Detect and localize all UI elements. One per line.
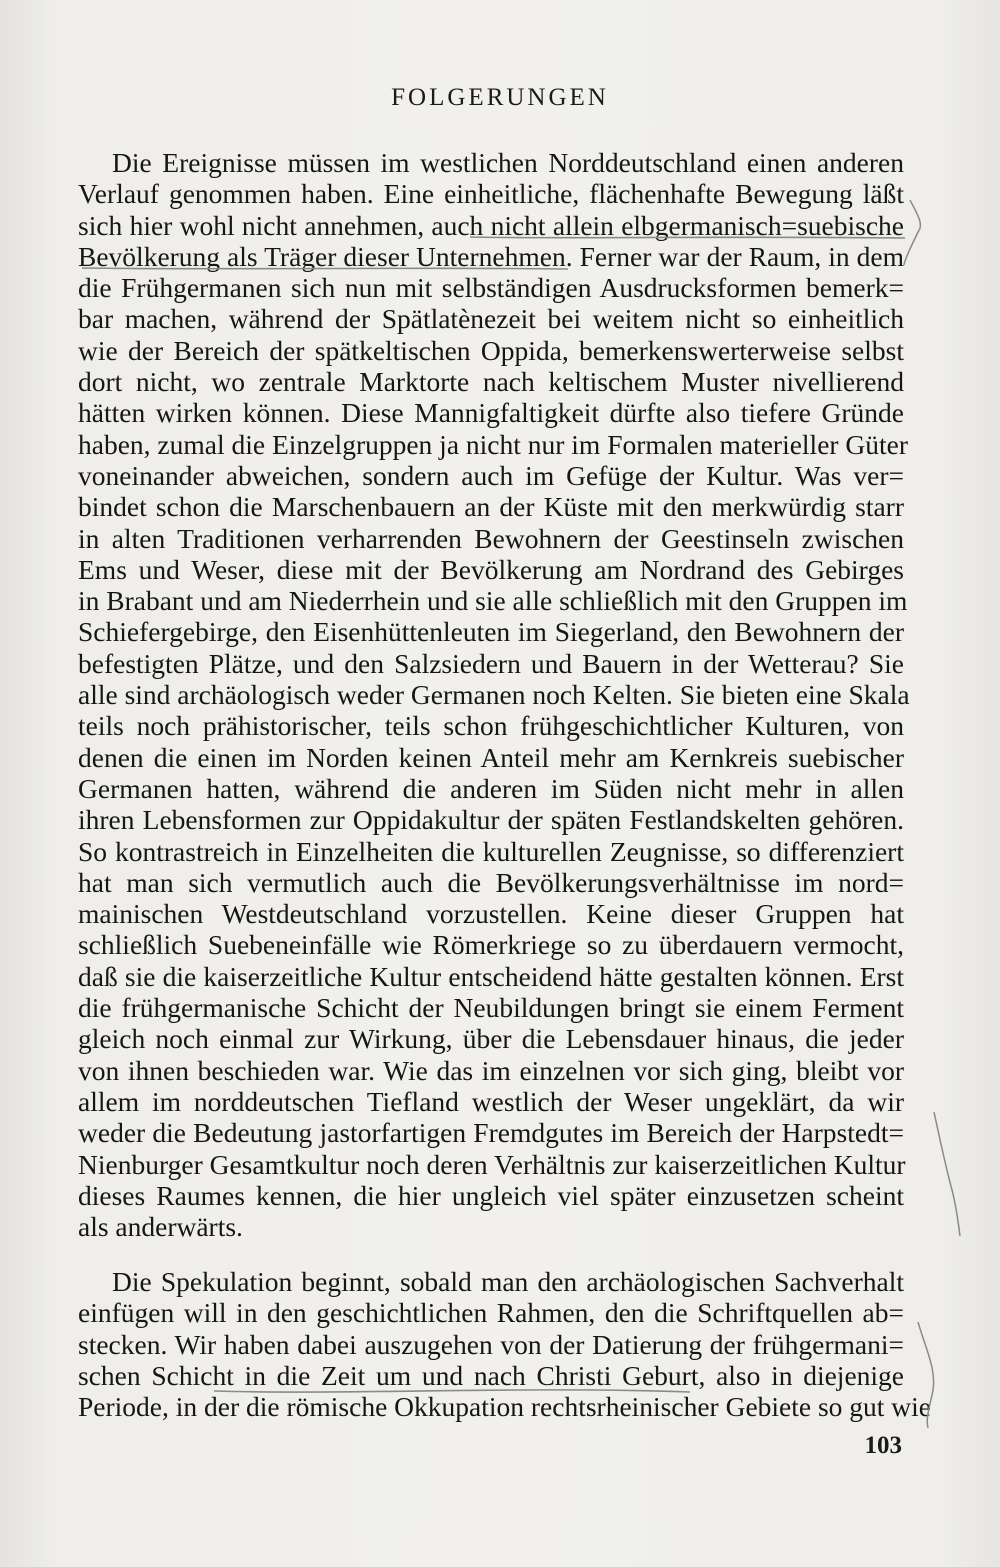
text-line: denen die einen im Norden keinen Anteil mehr am Kernkreis suebischer (78, 741, 904, 773)
text-line: wie der Bereich der spätkeltischen Oppida, bemerkenswerterweise selbst (78, 334, 904, 366)
text-line: einfügen will in den geschichtlichen Rahmen, den die Schriftquellen ab= (78, 1297, 904, 1329)
text-line: schließlich Suebeneinfälle wie Römerkriege so zu überdauern vermocht, (78, 929, 904, 961)
text-line: stecken. Wir haben dabei auszugehen von der Datierung der frühgermani= (78, 1328, 904, 1360)
text-line: hat man sich vermutlich auch die Bevölkerungsverhältnisse im nord= (78, 866, 904, 898)
text-line: als anderwärts. (78, 1211, 243, 1243)
text-line: die frühgermanische Schicht der Neubildungen bringt sie einem Ferment (78, 992, 904, 1024)
text-line: schen Schicht in die Zeit um und nach Christi Geburt, also in diejenige (78, 1359, 904, 1391)
text-line: Bevölkerung als Träger dieser Unternehmen. Ferner war der Raum, in dem (78, 240, 904, 272)
text-line: bar machen, während der Spätlatènezeit bei weitem nicht so einheitlich (78, 303, 904, 335)
text-line: voneinander abweichen, sondern auch im Gefüge der Kultur. Was ver= (78, 459, 904, 491)
text-line: Nienburger Gesamtkultur noch deren Verhältnis zur kaiserzeitlichen Kultur (78, 1148, 906, 1180)
page-number: 103 (864, 1432, 902, 1459)
text-line: hätten wirken können. Diese Mannigfaltigkeit dürfte also tiefere Gründe (78, 397, 904, 429)
text-line: allem im norddeutschen Tiefland westlich der Weser ungeklärt, da wir (78, 1085, 904, 1117)
text-line: Periode, in der die römische Okkupation rechtsrheinischer Gebiete so gut wie (78, 1391, 932, 1423)
text-line: haben, zumal die Einzelgruppen ja nicht nur im Formalen materieller Güter (78, 428, 909, 460)
text-line: die Frühgermanen sich nun mit selbständigen Ausdrucksformen bemerk= (78, 272, 904, 304)
paragraph-1 (78, 147, 910, 1243)
text-line: So kontrastreich in Einzelheiten die kulturellen Zeugnisse, so differenziert (78, 835, 904, 867)
text-line: Schiefergebirge, den Eisenhüttenleuten im Siegerland, den Bewohnern der (78, 616, 904, 648)
running-head: FOLGERUNGEN (391, 84, 609, 111)
text-line: befestigten Plätze, und den Salzsiedern und Bauern in der Wetterau? Sie (78, 647, 904, 679)
text-line: in Brabant und am Niederrhein und sie alle schließlich mit den Gruppen im (78, 585, 908, 617)
text-line: alle sind archäologisch weder Germanen noch Kelten. Sie bieten eine Skala (78, 679, 910, 711)
pencil-margin-line-1 (934, 1112, 960, 1236)
text-line: dort nicht, wo zentrale Marktorte nach keltischem Muster nivellierend (78, 366, 904, 398)
text-line: gleich noch einmal zur Wirkung, über die Lebensdauer hinaus, die jeder (78, 1023, 904, 1055)
text-line: Die Spekulation beginnt, sobald man den archäologischen Sachverhalt (112, 1266, 904, 1297)
text-line: dieses Raumes kennen, die hier ungleich viel später einzusetzen scheint (78, 1179, 904, 1211)
text-line: sich hier wohl nicht annehmen, auch nicht allein elbgermanisch=suebische (78, 209, 904, 241)
text-line: von ihnen beschieden war. Wie das im einzelnen vor sich ging, bleibt vor (78, 1054, 904, 1086)
text-line: daß sie die kaiserzeitliche Kultur entscheidend hätte gestalten können. Erst (78, 960, 904, 992)
text-line: ihren Lebensformen zur Oppidakultur der späten Festlandskelten gehören. (78, 804, 904, 836)
text-line: teils noch prähistorischer, teils schon frühgeschichtlicher Kulturen, von (78, 710, 904, 742)
text-line: Verlauf genommen haben. Eine einheitliche, flächenhafte Bewegung läßt (78, 178, 904, 210)
text-line: in alten Traditionen verharrenden Bewohnern der Geestinseln zwischen (78, 522, 904, 554)
pencil-bracket-top (904, 200, 920, 265)
text-line: Ems und Weser, diese mit der Bevölkerung am Nordrand des Gebirges (78, 553, 904, 585)
text-line: Die Ereignisse müssen im westlichen Norddeutschland einen anderen (112, 147, 904, 178)
text-line: Germanen hatten, während die anderen im Süden nicht mehr in allen (78, 772, 904, 804)
text-line: mainischen Westdeutschland vorzustellen. Keine dieser Gruppen hat (78, 898, 904, 930)
text-line: weder die Bedeutung jastorfartigen Fremdgutes im Bereich der Harpstedt= (78, 1117, 904, 1149)
text-line: bindet schon die Marschenbauern an der Küste mit den merkwürdig starr (78, 491, 904, 523)
paragraph-2 (78, 1266, 932, 1423)
